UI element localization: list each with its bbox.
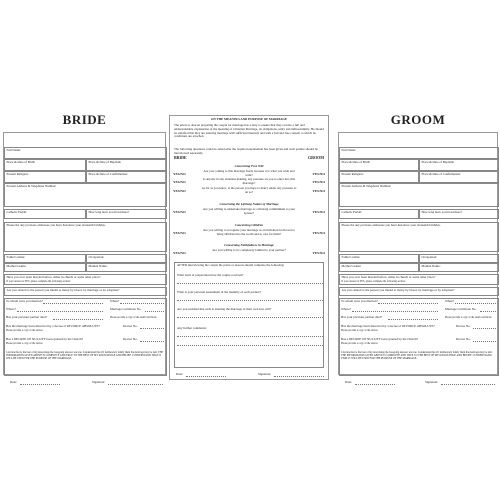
groom-yes-no-4[interactable]: YES/NO: [312, 210, 325, 214]
confirmation-field[interactable]: Place & Date of Confirmation:: [86, 171, 167, 183]
section-faithfulness: Concerning Faithfulness in Marriage: [224, 244, 274, 247]
death-certificate-note: Please provide a copy of the death certificate: [445, 316, 492, 319]
catholic-parish-field[interactable]: Catholic Parish:: [4, 209, 86, 219]
whom-married-label: To whom were you married?: [6, 300, 43, 303]
section-lifelong: Concerning the Lifelong Nature of Marriage: [219, 203, 279, 206]
maturity-line[interactable]: [177, 300, 323, 301]
maiden-name-field[interactable]: Maiden Name:: [86, 263, 167, 272]
decree-label: Decree No.: [456, 325, 471, 328]
signature-line[interactable]: [441, 384, 495, 385]
where-label: Where?: [6, 308, 16, 311]
groom-form: [338, 112, 498, 384]
signature-line[interactable]: [108, 384, 163, 385]
nullity-note: Please provide a copy of the decree: [341, 342, 378, 345]
full-name-field[interactable]: Full Name:: [339, 147, 499, 159]
divorce-note: Please provide a copy of the decree: [6, 329, 43, 332]
partner-died-line[interactable]: [53, 319, 103, 320]
certificate-line[interactable]: [480, 311, 496, 312]
nullity-note: Please provide a copy of the decree: [6, 342, 43, 345]
when-label: When?: [445, 300, 455, 303]
question-2: Is anyone in any situation making, any pressure on you to enter into this marriage?: [203, 178, 295, 185]
partner-died-label: Has your previous partner died?: [6, 316, 47, 319]
marriage-meaning-form: [169, 115, 329, 380]
whom-married-label: To whom were you married?: [341, 300, 378, 303]
section-free-will: Concerning Free Will: [234, 165, 264, 168]
intro-paragraph-2: The following questions could be asked after the required explanation has been given and each partner should be interviewed separately.: [174, 148, 318, 155]
partner-died-line[interactable]: [388, 319, 438, 320]
groom-yes-no-1[interactable]: YES/NO: [312, 172, 325, 176]
question-6: Are you willing to be completely faithful to your partner?: [212, 249, 286, 252]
married-before-field[interactable]: Have you ever been married before, either in church or some other place? If your answer is YES, please complete the following section:: [4, 274, 167, 285]
catholic-parish-field[interactable]: Catholic Parish:: [339, 209, 419, 219]
groom-column-label: GROOM: [308, 156, 324, 160]
place-date-birth-field[interactable]: Place & Date of Birth:: [4, 159, 86, 171]
comments-label: Any further comments:: [177, 327, 207, 330]
middle-sheet: [169, 115, 329, 380]
signature-label: Signature:: [425, 381, 439, 384]
bride-yes-no-2[interactable]: YES/NO: [173, 180, 186, 184]
maturity-question: What is your personal assessment of the maturity of each partner?: [177, 291, 262, 294]
bride-heading: BRIDE: [62, 112, 107, 127]
decree-line[interactable]: [140, 328, 164, 329]
preparation-line[interactable]: [177, 283, 323, 284]
groom-yes-no-5[interactable]: YES/NO: [312, 231, 325, 235]
divorce-label: Has the marriage been dissolved by a decree of DIVORCE ABSOLUTE?: [6, 325, 100, 328]
decree-line[interactable]: [473, 328, 496, 329]
full-name-field[interactable]: Full Name:: [4, 147, 167, 159]
where-line[interactable]: [352, 311, 438, 312]
comments-line-2[interactable]: [177, 345, 323, 346]
bride-column-label: BRIDE: [174, 156, 187, 160]
groom-sheet: [338, 132, 498, 384]
bride-yes-no-4[interactable]: YES/NO: [173, 210, 186, 214]
present-religion-field[interactable]: Present Religion:: [339, 171, 419, 183]
nullity-decree-label: Decree No.: [456, 338, 471, 341]
priest-signature-label: Signature:: [258, 373, 272, 376]
where-line[interactable]: [17, 311, 103, 312]
free-will-line[interactable]: [177, 317, 323, 318]
when-line[interactable]: [455, 303, 496, 304]
where-label: Where?: [341, 308, 351, 311]
question-4: Are you willing to undertake marriage as a lifelong commitment to your spouse?: [202, 208, 296, 215]
divorce-label: Has the marriage been dissolved by a decree of DIVORCE ABSOLUTE?: [341, 325, 435, 328]
priest-date-label: Date:: [176, 373, 183, 376]
section-children: Concerning Children: [234, 224, 264, 227]
preparation-question: What form of preparation have the couple received?: [177, 274, 244, 277]
question-5: Are you willing to recognise your marriage as an invitation from God to bring children into the world and to care for them?: [202, 229, 296, 236]
comments-line-1[interactable]: [177, 336, 323, 337]
place-date-baptism-field[interactable]: Place & Date of Baptism:: [419, 159, 499, 171]
death-certificate-note: Please provide a copy of the death certificate: [110, 316, 157, 319]
priest-date-line[interactable]: [186, 376, 226, 377]
nullity-label: Has a DECREE OF NULLITY been granted by the Church?: [341, 338, 419, 341]
certificate-line[interactable]: [145, 311, 164, 312]
question-3: As far as you know, is the person you hope to marry under any pressure to do so?: [201, 187, 297, 194]
married-before-field[interactable]: Have you ever been married before, either in church or some other place? If your answer is YES, please complete the following section:: [339, 274, 499, 285]
occupation-field[interactable]: Occupation:: [419, 254, 499, 263]
present-religion-field[interactable]: Present Religion:: [4, 171, 86, 183]
how-long-field[interactable]: How long have you lived there?: [419, 209, 499, 219]
mother-name-field[interactable]: Mother's name:: [4, 263, 86, 272]
whom-married-line[interactable]: [378, 303, 438, 304]
place-date-baptism-field[interactable]: Place & Date of Baptism:: [86, 159, 167, 171]
date-label: Date:: [10, 381, 17, 384]
certificate-label: Marriage Certificate No.: [445, 308, 477, 311]
signature-label: Signature:: [92, 381, 106, 384]
when-label: When?: [110, 300, 120, 303]
groom-heading: GROOM: [390, 112, 446, 127]
confirmation-field[interactable]: Place & Date of Confirmation:: [419, 171, 499, 183]
mother-name-field[interactable]: Mother's name:: [339, 263, 419, 272]
legal-declaration: I declare that to the best of my knowledge the foregoing answers are true. I understand that if I deliberately falsify them the marriage may be null. THE INFORMATION GIVEN ABOVE IS COMPLETE AND TRUE TO THE BEST OF MY KNOWLEDGE AND BELIEF. I UNDERSTAND THAT IT WILL BE USED FOR THE PURPOSE OF THE MARRIAGE.: [341, 351, 493, 361]
nullity-decree-line[interactable]: [473, 341, 496, 342]
groom-yes-no-3[interactable]: YES/NO: [312, 189, 325, 193]
nullity-label: Has a DECREE OF NULLITY been granted by the Church?: [6, 338, 84, 341]
occupation-field[interactable]: Occupation:: [86, 254, 167, 263]
previous-marriage-section: [339, 298, 499, 376]
date-line[interactable]: [355, 384, 395, 385]
previous-marriage-section: [4, 298, 167, 376]
meaning-title: ON THE MEANING AND PURPOSE OF MARRIAGE: [211, 118, 287, 121]
bride-sheet: [3, 132, 166, 384]
father-name-field[interactable]: Father's name:: [4, 254, 86, 263]
maiden-name-field[interactable]: Maiden Name:: [419, 263, 499, 272]
intro-paragraph: The priest or deacon preparing the couple for marriage has a duty to ensure that they receive a full and understandable explanation of the meaning of Christian Marriage, its obligations, unity and indissolubility. He should be satisfied that they are entering marriage with sufficient maturity and with a full and free consent to which no conditions are attached.: [174, 124, 324, 139]
bride-yes-no-1[interactable]: YES/NO: [173, 172, 186, 176]
groom-yes-no-6[interactable]: YES/NO: [312, 251, 325, 255]
whom-married-line[interactable]: [43, 303, 103, 304]
certificate-label: Marriage Certificate No.: [110, 308, 142, 311]
previous-addresses-field[interactable]: Please list any previous addresses you have had since your sixteenth birthday.: [4, 222, 167, 252]
place-date-birth-field[interactable]: Place & Date of Birth:: [339, 159, 419, 171]
after-interview-title: AFTER interviewing the couple the priest or deacon should complete the following:: [177, 264, 285, 267]
how-long-field[interactable]: How long have you lived there?: [86, 209, 167, 219]
divorce-note: Please provide a copy of the decree: [341, 329, 378, 332]
father-name-field[interactable]: Father's name:: [339, 254, 419, 263]
free-will-question: Are you satisfied that each is entering the marriage of their own free will?: [177, 308, 272, 311]
decree-label: Decree No.: [123, 325, 138, 328]
address-field[interactable]: Present Address & Telephone Number:: [4, 183, 167, 207]
nullity-decree-label: Decree No.: [123, 338, 138, 341]
when-line[interactable]: [120, 303, 164, 304]
bride-form: [3, 112, 166, 384]
related-field[interactable]: Are you related to the person you intend to marry by blood, by marriage or by adoption?: [4, 287, 167, 296]
bride-yes-no-5[interactable]: YES/NO: [173, 231, 186, 235]
legal-declaration: I declare that to the best of my knowledge the foregoing answers are true. I understand that if I deliberately falsify them the marriage may be null. THE INFORMATION GIVEN ABOVE IS COMPLETE AND TRUE TO THE BEST OF MY KNOWLEDGE AND BELIEF. I UNDERSTAND THAT IT WILL BE USED FOR THE PURPOSE OF THE MARRIAGE.: [6, 351, 164, 361]
related-field[interactable]: Are you related to the person you intend to marry by blood, by marriage or by adoption?: [339, 287, 499, 296]
bride-yes-no-3[interactable]: YES/NO: [173, 189, 186, 193]
nullity-decree-line[interactable]: [140, 341, 164, 342]
partner-died-label: Has your previous partner died?: [341, 316, 382, 319]
priest-assessment-box: [174, 262, 324, 368]
groom-yes-no-2[interactable]: YES/NO: [312, 180, 325, 184]
bride-yes-no-6[interactable]: YES/NO: [173, 251, 186, 255]
previous-addresses-field[interactable]: Please list any previous addresses you have had since your sixteenth birthday.: [339, 222, 499, 252]
date-label: Date:: [345, 381, 352, 384]
question-1: Are you coming to this marriage freely because it is what you wish and want?: [203, 170, 295, 177]
date-line[interactable]: [20, 384, 60, 385]
address-field[interactable]: Present Address & Telephone Number:: [339, 183, 499, 207]
priest-signature-line[interactable]: [274, 376, 324, 377]
